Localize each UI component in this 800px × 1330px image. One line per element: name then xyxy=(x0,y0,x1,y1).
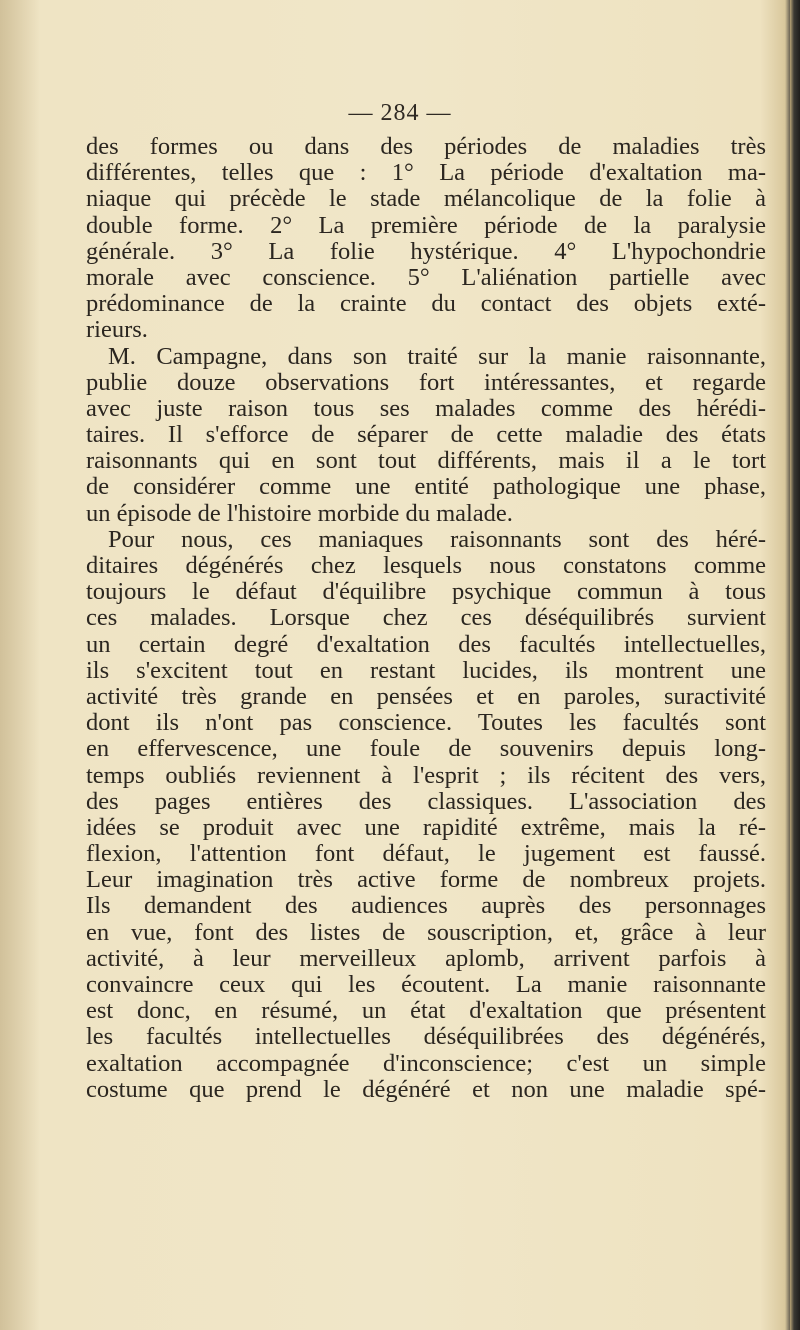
text-line: publie douze observations fort intéressantes, et regarde xyxy=(86,368,766,396)
text-line: les facultés intellectuelles déséquilibrées des dégénérés, xyxy=(86,1023,766,1051)
text-line: Pour nous, ces maniaques raisonnants sont des héré- xyxy=(108,525,766,553)
text-line: M. Campagne, dans son traité sur la manie raisonnante, xyxy=(108,342,766,370)
text-line: flexion, l'attention font défaut, le jugement est faussé. xyxy=(86,840,766,868)
text-line: dont ils n'ont pas conscience. Toutes les facultés sont xyxy=(86,709,766,737)
text-line: convaincre ceux qui les écoutent. La manie raisonnante xyxy=(86,971,766,998)
text-line: différentes, telles que : 1° La période d'exaltation ma- xyxy=(86,159,766,187)
text-line: un épisode de l'histoire morbide du malade. xyxy=(86,499,513,527)
text-line: Ils demandent des audiences auprès des personnages xyxy=(86,892,766,920)
text-line: en vue, font des listes de souscription, et, grâce à leur xyxy=(86,918,766,946)
text-line: double forme. 2° La première période de la paralysie xyxy=(86,211,766,239)
page-edge xyxy=(790,0,800,1330)
text-line: toujours le défaut d'équilibre psychique commun à tous xyxy=(86,578,766,606)
text-line: costume que prend le dégénéré et non une maladie spé- xyxy=(86,1075,766,1103)
text-line: un certain degré d'exaltation des facultés intellectuelles, xyxy=(86,630,766,658)
text-line: des pages entières des classiques. L'association des xyxy=(86,787,766,815)
page-number: — 284 — xyxy=(348,100,452,126)
text-line: prédominance de la crainte du contact des objets exté- xyxy=(86,290,766,318)
text-line: raisonnants qui en sont tout différents, mais il a le tort xyxy=(86,447,766,475)
binding-shadow xyxy=(0,0,40,1330)
text-line: avec juste raison tous ses malades comme des hérédi- xyxy=(86,394,766,422)
text-line: rieurs. xyxy=(86,316,148,344)
text-line: ils s'excitent tout en restant lucides, ils montrent une xyxy=(86,656,766,684)
text-line: activité, à leur merveilleux aplomb, arrivent parfois à xyxy=(86,944,766,972)
body-text xyxy=(86,134,766,1103)
text-line: temps oubliés reviennent à l'esprit ; ils récitent des vers, xyxy=(86,761,766,789)
text-line: activité très grande en pensées et en paroles, suractivité xyxy=(86,682,766,710)
text-line: Leur imagination très active forme de nombreux projets. xyxy=(86,866,766,894)
text-line: des formes ou dans des périodes de maladies très xyxy=(86,133,766,160)
text-line: ditaires dégénérés chez lesquels nous constatons comme xyxy=(86,552,766,579)
text-line: idées se produit avec une rapidité extrême, mais la ré- xyxy=(86,813,766,841)
text-line: morale avec conscience. 5° L'aliénation partielle avec xyxy=(86,263,766,291)
text-line: de considérer comme une entité pathologique une phase, xyxy=(86,473,766,501)
text-line: ces malades. Lorsque chez ces déséquilibrés survient xyxy=(86,604,766,632)
text-line: en effervescence, une foule de souvenirs depuis long- xyxy=(86,735,766,763)
text-line: générale. 3° La folie hystérique. 4° L'hypochondrie xyxy=(86,237,766,265)
text-line: est donc, en résumé, un état d'exaltation que présentent xyxy=(86,997,766,1025)
text-line: niaque qui précède le stade mélancolique de la folie à xyxy=(86,185,766,213)
text-line: exaltation accompagnée d'inconscience; c'est un simple xyxy=(86,1049,766,1077)
text-line: taires. Il s'efforce de séparer de cette maladie des états xyxy=(86,421,766,449)
